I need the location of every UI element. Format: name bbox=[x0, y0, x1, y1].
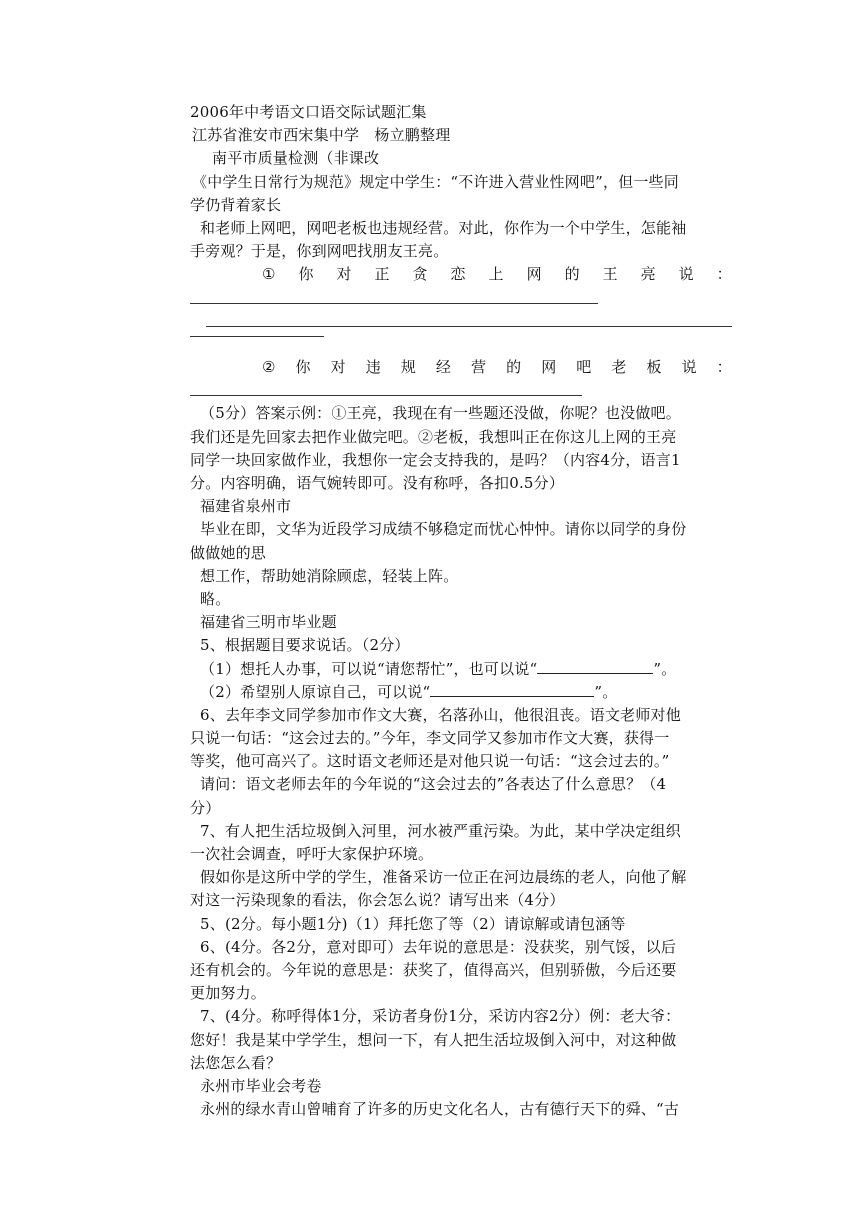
fill-blank-1 bbox=[537, 659, 653, 674]
prompt-char: 网 bbox=[526, 265, 542, 284]
question-1-prompt bbox=[190, 263, 732, 286]
paragraph-line: 学仍背着家长 bbox=[190, 195, 282, 214]
answer-rule-2 bbox=[190, 310, 732, 333]
answer-rule-4 bbox=[190, 379, 732, 402]
question-7-line: 7、有人把生活垃圾倒入河里，河水被严重污染。为此，某中学决定组织 bbox=[200, 821, 681, 840]
answer-6-line: 更加努力。 bbox=[190, 984, 267, 1003]
paragraph-line: 略。 bbox=[200, 589, 231, 608]
prompt-char: 上 bbox=[488, 265, 504, 284]
author-line: 江苏省淮安市西宋集中学 杨立鹏整理 bbox=[192, 126, 451, 145]
answer-7-line: 7、(4分。称呼得体1分，采访者身份1分，采访内容2分）例：老大爷： bbox=[200, 1007, 681, 1026]
answer-6-line: 6、(4分。各2分，意对即可）去年说的意思是：没获奖，别气馁，以后 bbox=[200, 937, 677, 956]
paragraph-line: 永州的绿水青山曾哺育了许多的历史文化名人，古有德行天下的舜、“古 bbox=[200, 1100, 680, 1119]
prompt-char: 网 bbox=[541, 358, 557, 377]
question-6-ask: 分） bbox=[190, 798, 221, 817]
question-7-task: 对这一污染现象的看法，你会怎么说？请写出来（4分） bbox=[190, 891, 565, 910]
section-title-yongzhou: 永州市毕业会考卷 bbox=[200, 1076, 322, 1095]
prompt-char: ： bbox=[716, 265, 732, 284]
question-5-2 bbox=[190, 681, 732, 704]
answer-5: 5、(2分。每小题1分)（1）拜托您了等（2）请谅解或请包涵等 bbox=[200, 914, 626, 933]
prompt-char: 对 bbox=[336, 265, 352, 284]
prompt-char: 恋 bbox=[450, 265, 466, 284]
section-title-quanzhou: 福建省泉州市 bbox=[200, 497, 292, 516]
document-title: 2006年中考语文口语交际试题汇集 bbox=[190, 103, 427, 121]
prompt-char: ： bbox=[716, 358, 732, 377]
prompt-char: 营 bbox=[471, 358, 487, 377]
prompt-char: 的 bbox=[564, 265, 580, 284]
answer-rule-1 bbox=[190, 287, 732, 310]
prompt-char: ② bbox=[262, 358, 276, 377]
prompt-char: 你 bbox=[298, 265, 314, 284]
prompt-char: 说 bbox=[678, 265, 694, 284]
prompt-char: 老 bbox=[611, 358, 627, 377]
question-6-line: 只说一句话：“这会过去的。”今年，李文同学又参加市作文大赛，获得一 bbox=[190, 729, 670, 748]
document-body bbox=[190, 101, 732, 1121]
q5-1-text: （1）想托人办事，可以说“请您帮忙”，也可以说“ bbox=[200, 659, 538, 678]
q5-1-close: ”。 bbox=[653, 659, 677, 678]
question-7-line: 一次社会调查，呼吁大家保护环境。 bbox=[190, 845, 434, 863]
question-5: 5、根据题目要求说话。（2分） bbox=[200, 636, 410, 655]
prompt-char: 贪 bbox=[412, 265, 428, 284]
prompt-char: 你 bbox=[295, 358, 311, 377]
prompt-char: 的 bbox=[506, 358, 522, 377]
question-6-ask: 请问：语文老师去年的今年说的“这会过去的”各表达了什么意思？（4 bbox=[200, 775, 667, 794]
question-6-line: 6、去年李文同学参加市作文大赛，名落孙山，他很沮丧。语文老师对他 bbox=[200, 705, 681, 724]
q5-2-text: （2）希望别人原谅自己，可以说“ bbox=[200, 682, 431, 701]
answer-line: （5分）答案示例：①王亮，我现在有一些题还没做，你呢？也没做吧。 bbox=[200, 404, 681, 423]
paragraph-line: 《中学生日常行为规范》规定中学生：“不许进入营业性网吧”，但一些同 bbox=[192, 172, 679, 191]
fill-blank-2 bbox=[430, 682, 594, 697]
prompt-char: 王 bbox=[602, 265, 618, 284]
question-7-task: 假如你是这所中学的学生，准备采访一位正在河边晨练的老人，向他了解 bbox=[200, 868, 687, 887]
prompt-char: ① bbox=[262, 265, 276, 284]
paragraph-line: 手旁观？于是，你到网吧找朋友王亮。 bbox=[190, 242, 449, 261]
answer-line: 同学一块回家做作业，我想你一定会支持我的，是吗？（内容4分，语言1 bbox=[190, 450, 681, 469]
question-6-line: 等奖，他可高兴了。这时语文老师还是对他只说一句话：“这会过去的。” bbox=[190, 752, 670, 771]
prompt-char: 违 bbox=[365, 358, 381, 377]
prompt-char: 亮 bbox=[640, 265, 656, 284]
prompt-char: 说 bbox=[681, 358, 697, 377]
answer-rule-3 bbox=[190, 333, 732, 356]
prompt-char: 经 bbox=[435, 358, 452, 377]
section-title-nanping: 南平市质量检测（非课改 bbox=[212, 149, 380, 168]
question-2-prompt bbox=[190, 356, 732, 379]
answer-7-line: 您好！我是某中学学生，想问一下，有人把生活垃圾倒入河中，对这种做 bbox=[190, 1030, 677, 1049]
paragraph-line: 毕业在即，文华为近段学习成绩不够稳定而忧心忡忡。请你以同学的身份 bbox=[200, 520, 687, 539]
answer-line: 我们还是先回家去把作业做完吧。②老板，我想叫正在你这儿上网的王亮 bbox=[190, 427, 677, 446]
prompt-char: 正 bbox=[374, 265, 390, 284]
paragraph-line: 和老师上网吧，网吧老板也违规经营。对此，你作为一个中学生，怎能袖 bbox=[200, 218, 687, 237]
answer-line: 分。内容明确，语气婉转即可。没有称呼，各扣0.5分） bbox=[190, 474, 565, 492]
answer-7-line: 法您怎么看？ bbox=[190, 1053, 282, 1072]
prompt-char: 规 bbox=[400, 358, 417, 377]
prompt-char: 板 bbox=[646, 358, 662, 377]
paragraph-line: 想工作，帮助她消除顾虑，轻装上阵。 bbox=[200, 566, 459, 585]
paragraph-line: 做做她的思 bbox=[190, 543, 267, 562]
q5-2-close: ”。 bbox=[594, 682, 618, 701]
prompt-char: 对 bbox=[330, 358, 346, 377]
section-title-sanming: 福建省三明市毕业题 bbox=[200, 613, 337, 632]
question-5-1 bbox=[190, 658, 732, 681]
answer-6-line: 还有机会的。今年说的意思是：获奖了，值得高兴，但别骄傲，今后还要 bbox=[190, 960, 677, 979]
prompt-char: 吧 bbox=[576, 358, 592, 377]
